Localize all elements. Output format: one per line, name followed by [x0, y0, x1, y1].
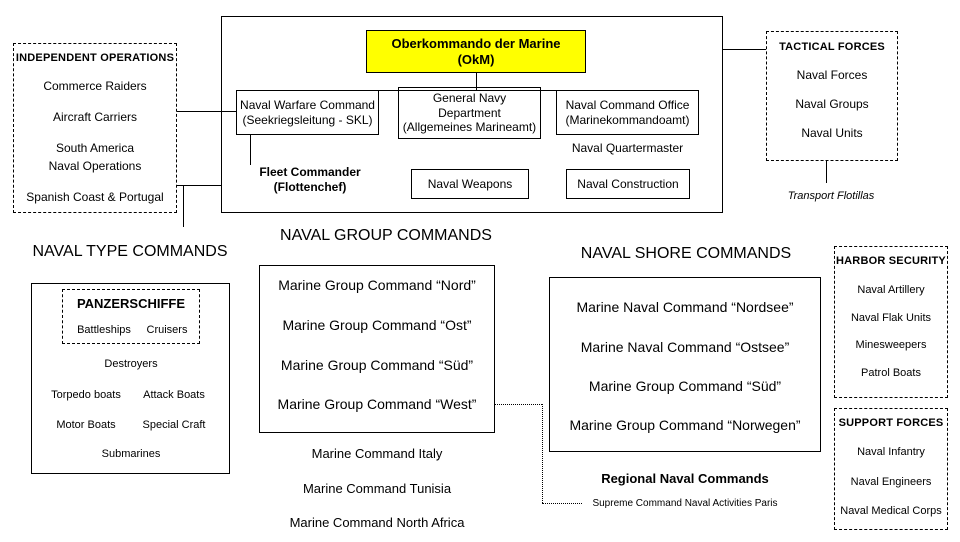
west-to-paris-dotted-h — [495, 404, 542, 405]
naval-group-command-nord: Marine Group Command “Nord” — [278, 277, 476, 293]
independent-operations-item-spanish-coast: Spanish Coast & Portugal — [26, 189, 164, 204]
naval-shore-commands-title: NAVAL SHORE COMMANDS — [580, 245, 792, 262]
naval-group-command-sud: Marine Group Command “Süd” — [280, 357, 474, 373]
marine-group-command-sud-shore: Marine Group Command “Süd” — [588, 378, 782, 394]
naval-group-command-ost: Marine Group Command “Ost” — [282, 317, 472, 333]
naval-type-attack-boats: Attack Boats — [143, 389, 205, 401]
naval-construction-text: Naval Construction — [577, 176, 679, 191]
independent-operations-panel — [13, 43, 177, 213]
okm-title-line1: Oberkommando der Marine — [391, 35, 561, 51]
naval-quartermaster-text: Naval Quartermaster — [571, 140, 684, 155]
naval-type-motor-boats: Motor Boats — [56, 419, 116, 431]
fleet-commander-label — [240, 164, 380, 196]
skl-to-fleet-commander — [250, 135, 251, 165]
okm-box — [366, 30, 586, 73]
tactical-forces-title: TACTICAL FORCES — [779, 41, 885, 53]
independent-operations-title: INDEPENDENT OPERATIONS — [15, 52, 175, 64]
tactical-forces-item-naval-forces: Naval Forces — [796, 68, 868, 83]
naval-weapons-text: Naval Weapons — [427, 176, 513, 191]
naval-type-commands-title: NAVAL TYPE COMMANDS — [32, 243, 228, 260]
independent-operations-item-south-america-line1: South America — [55, 140, 135, 155]
general-navy-department-box — [398, 87, 541, 139]
tactical-forces-connector — [723, 49, 766, 50]
supreme-command-paris-label: Supreme Command Naval Activities Paris — [592, 498, 778, 509]
harbor-security-panel — [834, 246, 948, 398]
transport-flotillas-label: Transport Flotillas — [787, 190, 875, 202]
independent-operations-item-aircraft-carriers: Aircraft Carriers — [52, 110, 137, 125]
panzerschiffe-battleships: Battleships — [77, 324, 131, 336]
tactical-forces-item-naval-units: Naval Units — [801, 125, 863, 140]
naval-construction-box — [566, 169, 690, 199]
independent-operations-item-south-america-line2: Naval Operations — [48, 159, 142, 174]
panzerschiffe-cruisers: Cruisers — [146, 324, 188, 336]
marine-command-tunisia: Marine Command Tunisia — [302, 481, 452, 496]
naval-command-office-line1: Naval Command Office — [565, 97, 690, 112]
regional-naval-commands-title: Regional Naval Commands — [601, 471, 769, 486]
tactical-forces-panel — [766, 31, 898, 161]
harbor-security-item-patrol-boats: Patrol Boats — [861, 366, 921, 379]
tactical-forces-footnote-connector — [826, 161, 827, 183]
harbor-security-title: HARBOR SECURITY — [836, 255, 946, 267]
marine-command-north-africa: Marine Command North Africa — [289, 515, 465, 530]
naval-type-destroyers: Destroyers — [104, 358, 158, 370]
support-forces-panel — [834, 408, 948, 530]
naval-type-special-craft: Special Craft — [142, 419, 206, 431]
marine-group-command-norwegen: Marine Group Command “Norwegen” — [569, 417, 801, 433]
marine-naval-command-nordsee: Marine Naval Command “Nordsee” — [576, 299, 794, 315]
marine-command-italy: Marine Command Italy — [311, 446, 443, 461]
naval-command-office-line2: (Marinekommandoamt) — [565, 112, 690, 127]
naval-warfare-command-line1: Naval Warfare Command — [240, 97, 375, 112]
harbor-security-item-naval-artillery: Naval Artillery — [857, 284, 925, 297]
marine-naval-command-ostsee: Marine Naval Command “Ostsee” — [580, 339, 790, 355]
naval-command-office-box — [556, 90, 699, 135]
naval-type-connector-v — [183, 185, 184, 227]
support-forces-item-naval-engineers: Naval Engineers — [850, 475, 932, 488]
fleet-commander-line2: (Flottenchef) — [273, 180, 347, 194]
naval-warfare-command-box — [236, 90, 379, 135]
tactical-forces-item-naval-groups: Naval Groups — [795, 97, 869, 112]
naval-warfare-command-line2: (Seekriegsleitung - SKL) — [242, 112, 373, 127]
harbor-security-item-naval-flak-units: Naval Flak Units — [850, 311, 932, 324]
general-navy-department-line1: General Navy — [432, 91, 507, 106]
general-navy-department-line3: (Allgemeines Marineamt) — [402, 120, 537, 135]
harbor-security-item-minesweepers: Minesweepers — [855, 339, 927, 352]
independent-operations-item-commerce-raiders: Commerce Raiders — [43, 79, 147, 94]
naval-quartermaster-label — [556, 139, 699, 157]
naval-type-submarines: Submarines — [101, 448, 161, 460]
naval-group-command-west: Marine Group Command “West” — [277, 396, 477, 412]
fleet-commander-line1: Fleet Commander — [259, 165, 361, 180]
naval-weapons-box — [411, 169, 529, 199]
west-to-paris-dotted-v — [542, 404, 543, 503]
naval-type-torpedo-boats: Torpedo boats — [51, 389, 121, 401]
naval-group-commands-title: NAVAL GROUP COMMANDS — [280, 227, 492, 244]
general-navy-department-line2: Department — [438, 105, 501, 120]
okm-title-line2: (OkM) — [457, 51, 495, 67]
support-forces-item-naval-medical-corps: Naval Medical Corps — [840, 505, 942, 518]
independent-ops-connector — [177, 111, 236, 112]
panzerschiffe-title: PANZERSCHIFFE — [76, 296, 186, 311]
support-forces-item-naval-infantry: Naval Infantry — [857, 446, 925, 459]
support-forces-title: SUPPORT FORCES — [838, 417, 944, 429]
